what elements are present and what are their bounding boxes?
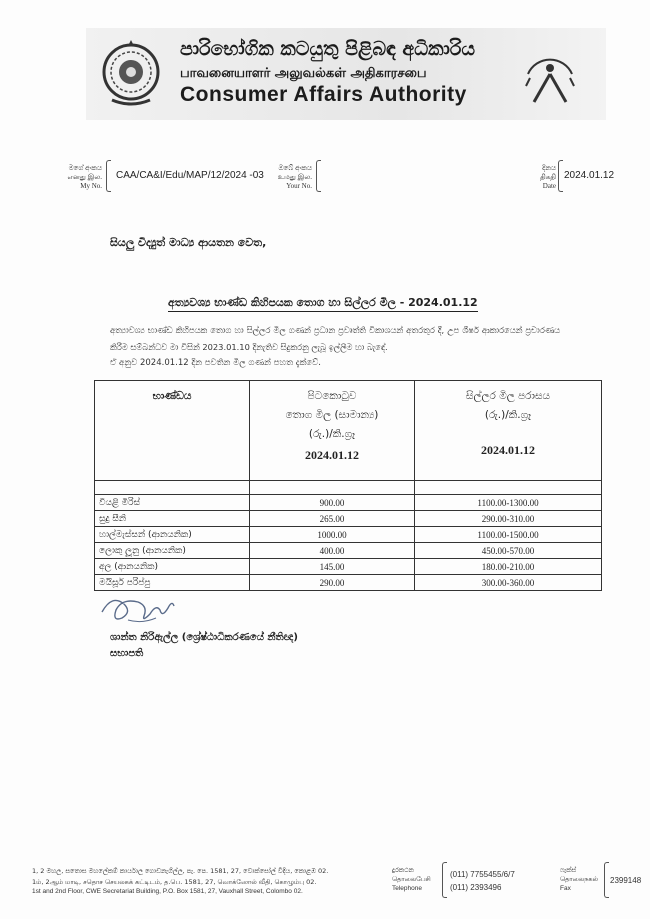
prices-intro: ඒ අනුව 2024.01.12 දින පවතින මිල ගණන් පහත දැක්වේ. — [110, 358, 321, 368]
cell-retail: 180.00-210.00 — [415, 559, 602, 575]
signatory-title: සභාපති — [110, 648, 144, 659]
caa-logo-icon — [520, 44, 580, 108]
cell-wholesale: 1000.00 — [250, 527, 415, 543]
telephone-2: (011) 2393496 — [450, 883, 502, 892]
cell-wholesale: 290.00 — [250, 575, 415, 591]
telephone-label: දුරකථන தொலைபேசி Telephone — [392, 866, 431, 892]
footer-address-sinhala: 1, 2 මහල, සතොස මහලේකම් කාර්යාල ගොඩනැගිල්ල, පැ. පෙ. 1581, 27, වොක්සෝල් වීදිය, කොළඹ 02. — [32, 867, 329, 875]
cell-wholesale: 400.00 — [250, 543, 415, 559]
cell-item: වියළි මිරිස් — [95, 495, 250, 511]
date-label: දිනය திகதி Date — [540, 164, 556, 190]
price-table — [94, 380, 602, 591]
table-row — [95, 559, 602, 575]
cell-wholesale: 900.00 — [250, 495, 415, 511]
cell-wholesale: 265.00 — [250, 511, 415, 527]
date-bracket — [558, 160, 563, 192]
table-row — [95, 543, 602, 559]
cell-item: ලොකු ලූනු (ආනයනික) — [95, 543, 250, 559]
date-value: 2024.01.12 — [564, 170, 615, 181]
org-name-tamil: பாவனையாளர் அலுவல்கள் அதிகாரசபை — [180, 66, 427, 81]
cell-retail: 450.00-570.00 — [415, 543, 602, 559]
intro-paragraph: අත්‍යාවශ්‍ය භාණ්ඩ කිහිපයක තොග හා සිල්ලර මිල ගණන් ප්‍රධාන ප්‍රවෘත්ති විකාශයන් අතරතුර දී, උප ශීර්ෂ ආකාරයෙන් ප්‍රචාරණය කිරීම සම්බන්ධව මා විසින් 2023.01.10 දිනැතිව සිදුකරනු ලැබූ ඉල්ලීම හා බැඳේ. — [110, 325, 560, 352]
fax-bracket — [604, 862, 609, 898]
column-header-retail: සිල්ලර මිල පරාසය (රු.)/කි.ග්‍රෑ 2024.01.12 — [415, 381, 602, 481]
cell-retail: 1100.00-1500.00 — [415, 527, 602, 543]
sri-lanka-emblem-icon — [100, 36, 162, 110]
subject-heading: අත්‍යවශ්‍ය භාණ්ඩ කිහිපයක තොග හා සිල්ලර මිල - 2024.01.12 — [168, 296, 478, 312]
table-row — [95, 495, 602, 511]
fax-label: ෆැක්ස් தொலைநகல் Fax — [560, 866, 598, 892]
column-header-wholesale: පිටකොටුව තොග මිල (සාමාන්‍ය) (රු.)/කි.ග්‍රෑ 2024.01.12 — [250, 381, 415, 481]
my-no-value: CAA/CA&I/Edu/MAP/12/2024 -03 — [116, 170, 264, 181]
fax-number: 2399148 — [610, 876, 642, 885]
your-no-bracket — [316, 160, 321, 192]
table-row — [95, 511, 602, 527]
table-header-row — [95, 381, 602, 481]
table-row — [95, 527, 602, 543]
my-no-label: මගේ අංකය எனது இல. My No. — [67, 164, 102, 190]
handwritten-signature — [98, 590, 176, 630]
cell-wholesale: 145.00 — [250, 559, 415, 575]
footer-address-english: 1st and 2nd Floor, CWE Secretariat Building, P.O. Box 1581, 27, Vauxhall Street, Colombo 02. — [32, 888, 303, 895]
cell-item: සුදු සීනි — [95, 511, 250, 527]
cell-item: මයිසූර් පරිප්පු — [95, 575, 250, 591]
telephone-1: (011) 7755455/6/7 — [450, 870, 515, 879]
org-name-english: Consumer Affairs Authority — [180, 83, 467, 106]
table-spacer-row — [95, 481, 602, 495]
cell-retail: 290.00-310.00 — [415, 511, 602, 527]
your-no-label: ඔබේ අංකය உமது இல. Your No. — [277, 164, 312, 190]
signatory-name: ශාන්ත නිරිඇල්ල (ශ්‍රේෂ්ඨාධිකරණයේ නීතිඥ) — [110, 632, 298, 643]
table-row — [95, 575, 602, 591]
cell-item: අල (ආනයනික) — [95, 559, 250, 575]
cell-item: හාල්මැස්සන් (ආනයනික) — [95, 527, 250, 543]
cell-retail: 1100.00-1300.00 — [415, 495, 602, 511]
org-name-sinhala: පාරිභෝගික කටයුතු පිළිබඳ අධිකාරිය — [180, 38, 476, 60]
footer-address-tamil: 1ம், 2ஆம் மாடி, சதொச செயலகக் கட்டிடம், த.பெ. 1581, 27, வொக்ஸோல் வீதி, கொழும்பு 02. — [32, 878, 317, 886]
my-no-bracket — [106, 160, 111, 192]
telephone-bracket — [442, 862, 447, 898]
cell-retail: 300.00-360.00 — [415, 575, 602, 591]
column-header-item: භාණ්ඩය — [95, 381, 250, 481]
salutation: සියලු විද්‍යුත් මාධ්‍ය ආයතන වෙත, — [110, 236, 267, 249]
